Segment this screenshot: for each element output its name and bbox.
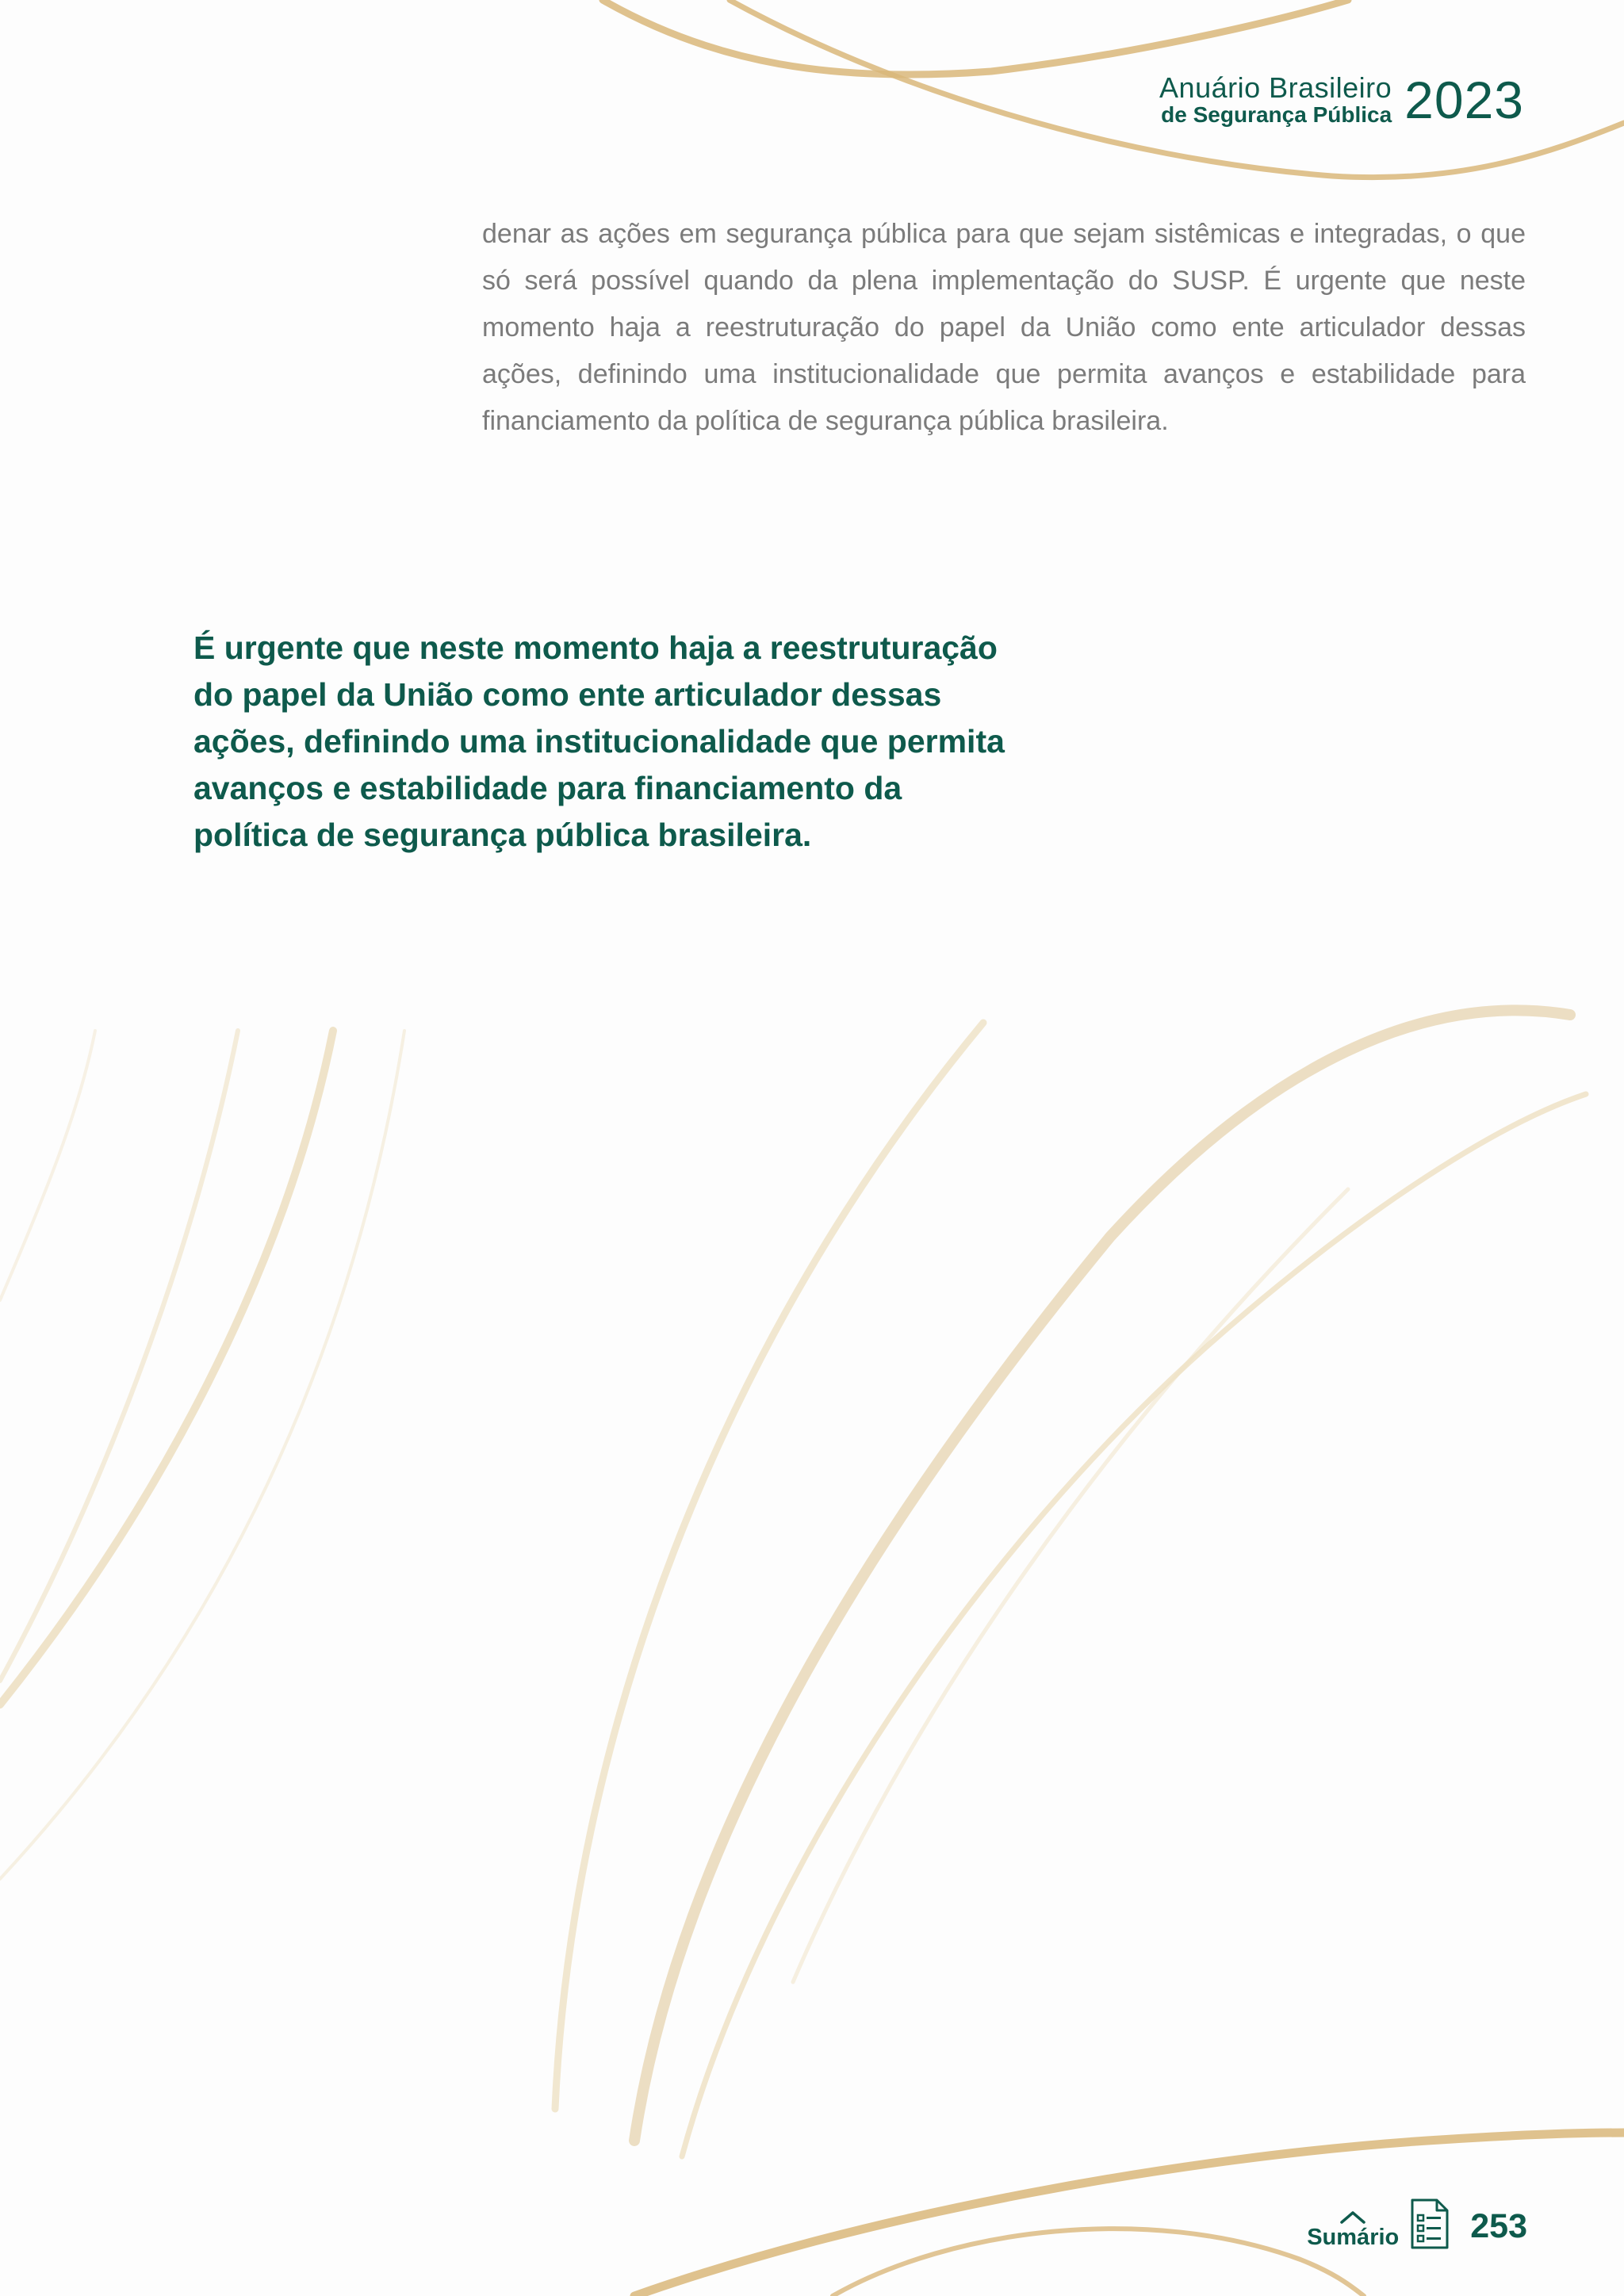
summary-link[interactable] [1307,2209,1399,2250]
brand-title-line2: de Segurança Pública [1161,102,1392,127]
pull-quote: É urgente que neste momento haja a reestruturação do papel da União como ente articulador dessas ações, definindo uma institucionalidade que permita avanços e estabilidade para financiamento da política de segurança pública brasileira. [193,629,1005,853]
brand-title-line1: Anuário Brasileiro [1159,71,1392,104]
chevron-up-icon [1339,2209,1367,2225]
brand-text [1159,73,1392,127]
body-paragraph: denar as ações em segurança pública para que sejam sistêmicas e integradas, o que só será possível quando da plena implementação do SUSP. É urgente que neste momento haja a reestruturação do papel da União como ente articulador dessas ações, definindo uma institucionalidade que permita avanços e estabilidade para financiamento da política de segurança pública brasileira. [482,219,1526,436]
page-number: 253 [1470,2207,1527,2245]
brand-year: 2023 [1404,71,1524,129]
document-list-icon[interactable] [1410,2198,1450,2250]
footer-nav [1307,2198,1527,2250]
summary-label: Sumário [1307,2225,1400,2250]
header-brand [1159,73,1524,127]
